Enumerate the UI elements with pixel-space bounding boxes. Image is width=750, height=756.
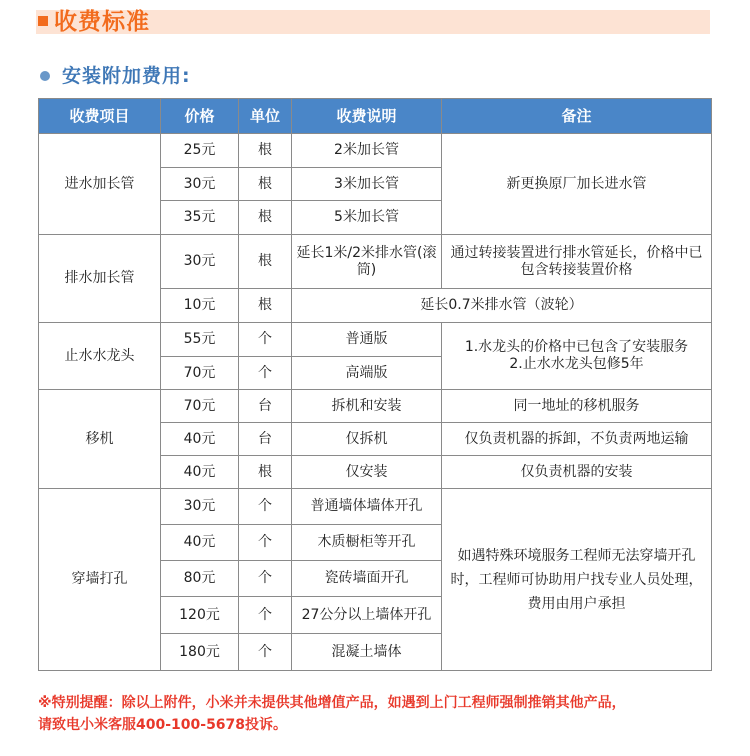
bullet-dot-icon bbox=[40, 71, 50, 81]
desc-cell: 木质橱柜等开孔 bbox=[292, 525, 442, 561]
price-cell: 40元 bbox=[161, 456, 239, 489]
unit-cell: 根 bbox=[239, 201, 292, 235]
unit-cell: 台 bbox=[239, 423, 292, 456]
item-cell: 穿墙打孔 bbox=[39, 489, 161, 671]
desc-cell: 3米加长管 bbox=[292, 168, 442, 201]
price-cell: 70元 bbox=[161, 390, 239, 423]
unit-cell: 个 bbox=[239, 489, 292, 525]
desc-cell: 仅安装 bbox=[292, 456, 442, 489]
note-cell: 通过转接装置进行排水管延长，价格中已包含转接装置价格 bbox=[442, 235, 712, 289]
table-row bbox=[39, 489, 712, 525]
unit-cell: 台 bbox=[239, 390, 292, 423]
note-cell bbox=[442, 323, 712, 390]
price-cell: 40元 bbox=[161, 525, 239, 561]
section-title: 安装附加费用: bbox=[62, 65, 191, 87]
price-cell: 120元 bbox=[161, 597, 239, 634]
desc-cell: 27公分以上墙体开孔 bbox=[292, 597, 442, 634]
price-cell: 70元 bbox=[161, 357, 239, 390]
desc-cell: 拆机和安装 bbox=[292, 390, 442, 423]
price-cell: 30元 bbox=[161, 235, 239, 289]
item-cell: 移机 bbox=[39, 390, 161, 489]
table-row bbox=[39, 134, 712, 168]
price-cell: 30元 bbox=[161, 489, 239, 525]
price-cell: 55元 bbox=[161, 323, 239, 357]
price-cell: 35元 bbox=[161, 201, 239, 235]
desc-cell: 延长1米/2米排水管(滚筒) bbox=[292, 235, 442, 289]
table-header-row bbox=[39, 99, 712, 134]
price-cell: 40元 bbox=[161, 423, 239, 456]
desc-cell: 混凝土墙体 bbox=[292, 634, 442, 671]
note-line: 1.水龙头的价格中已包含了安装服务 bbox=[464, 339, 689, 355]
header-price: 价格 bbox=[161, 99, 239, 134]
desc-cell: 高端版 bbox=[292, 357, 442, 390]
unit-cell: 个 bbox=[239, 634, 292, 671]
note-line: 2.止水水龙头包修5年 bbox=[509, 356, 644, 372]
page-title: 收费标准 bbox=[54, 9, 150, 35]
title-square-icon bbox=[38, 16, 48, 26]
table-row bbox=[39, 323, 712, 357]
item-cell: 排水加长管 bbox=[39, 235, 161, 323]
table-row bbox=[39, 235, 712, 289]
price-cell: 80元 bbox=[161, 561, 239, 597]
unit-cell: 根 bbox=[239, 235, 292, 289]
unit-cell: 根 bbox=[239, 456, 292, 489]
note-cell: 同一地址的移机服务 bbox=[442, 390, 712, 423]
note-cell: 新更换原厂加长进水管 bbox=[442, 134, 712, 235]
unit-cell: 根 bbox=[239, 168, 292, 201]
table-row bbox=[39, 390, 712, 423]
unit-cell: 根 bbox=[239, 289, 292, 323]
desc-cell: 普通墙体墙体开孔 bbox=[292, 489, 442, 525]
desc-cell: 瓷砖墙面开孔 bbox=[292, 561, 442, 597]
note-cell: 仅负责机器的拆卸，不负责两地运输 bbox=[442, 423, 712, 456]
warning-line-1: ※特别提醒：除以上附件，小米并未提供其他增值产品，如遇到上门工程师强制推销其他产品， bbox=[38, 695, 626, 711]
price-cell: 10元 bbox=[161, 289, 239, 323]
header-item: 收费项目 bbox=[39, 99, 161, 134]
unit-cell: 个 bbox=[239, 357, 292, 390]
unit-cell: 根 bbox=[239, 134, 292, 168]
warning-notice bbox=[38, 692, 718, 736]
price-cell: 25元 bbox=[161, 134, 239, 168]
unit-cell: 个 bbox=[239, 525, 292, 561]
note-cell: 仅负责机器的安装 bbox=[442, 456, 712, 489]
note-cell: 如遇特殊环境服务工程师无法穿墙开孔时，工程师可协助用户找专业人员处理，费用由用户承担 bbox=[442, 489, 712, 671]
fee-table bbox=[38, 98, 712, 671]
header-desc: 收费说明 bbox=[292, 99, 442, 134]
desc-cell: 2米加长管 bbox=[292, 134, 442, 168]
header-unit: 单位 bbox=[239, 99, 292, 134]
item-cell: 止水水龙头 bbox=[39, 323, 161, 390]
desc-cell: 普通版 bbox=[292, 323, 442, 357]
desc-cell: 仅拆机 bbox=[292, 423, 442, 456]
item-cell: 进水加长管 bbox=[39, 134, 161, 235]
warning-line-2: 请致电小米客服400-100-5678投诉。 bbox=[38, 717, 288, 733]
unit-cell: 个 bbox=[239, 597, 292, 634]
unit-cell: 个 bbox=[239, 561, 292, 597]
price-cell: 30元 bbox=[161, 168, 239, 201]
desc-cell: 延长0.7米排水管（波轮） bbox=[292, 289, 712, 323]
price-cell: 180元 bbox=[161, 634, 239, 671]
desc-cell: 5米加长管 bbox=[292, 201, 442, 235]
unit-cell: 个 bbox=[239, 323, 292, 357]
header-note: 备注 bbox=[442, 99, 712, 134]
